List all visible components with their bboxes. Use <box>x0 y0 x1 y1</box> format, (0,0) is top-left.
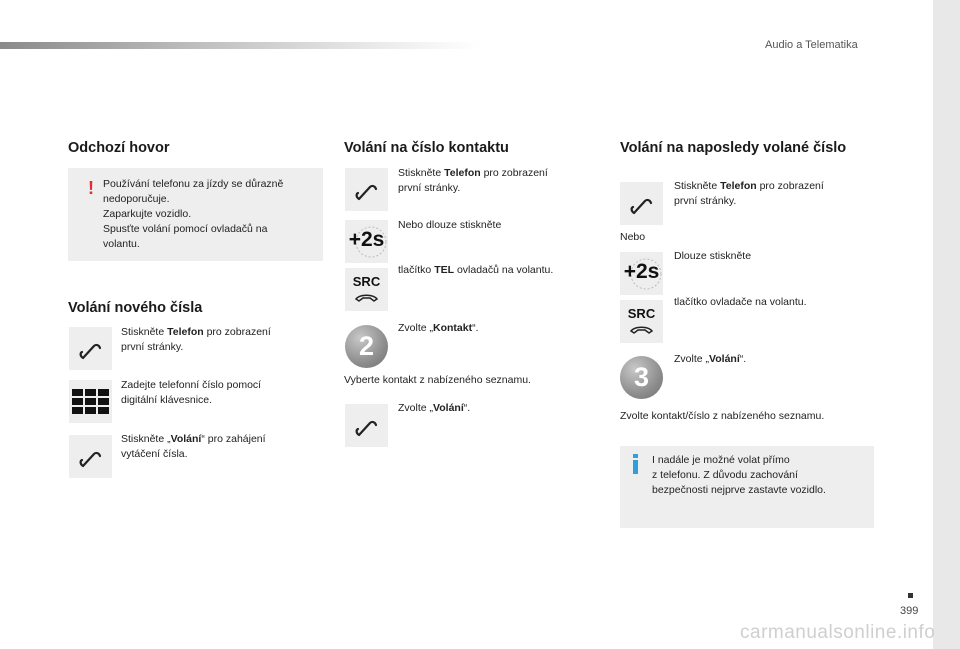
keypad-button[interactable] <box>69 380 112 423</box>
src-label: SRC <box>627 306 656 321</box>
phone-handset-icon <box>345 168 388 211</box>
contact-step5-text: Vyberte kontakt z nabízeného seznamu. <box>344 374 531 386</box>
plus-2s-label: +2s <box>623 260 660 283</box>
phone-handset-icon <box>620 182 663 225</box>
chapter-title: Audio a Telematika <box>765 39 858 51</box>
warning-icon: ! <box>88 178 94 198</box>
phone-handset-icon <box>69 435 112 478</box>
plus-2s-label: +2s <box>348 228 385 251</box>
contact-step4-text: Zvolte „Kontakt“. <box>398 322 479 334</box>
heading-new-number: Volání nového čísla <box>68 300 203 316</box>
step-number-3: 3 <box>620 356 663 399</box>
redial-step2-text: Dlouze stiskněte <box>674 250 752 262</box>
phone-handset-icon <box>345 404 388 447</box>
keypad-icon <box>69 380 112 423</box>
redial-step3-text: tlačítko ovladače na volantu. <box>674 296 807 308</box>
header-gradient-bar <box>0 42 480 49</box>
new-number-step1-text: Stiskněte Telefon pro zobrazení první stránky. <box>121 326 271 353</box>
contact-step3-text: tlačítko TEL ovladačů na volantu. <box>398 264 554 276</box>
step-number-2: 2 <box>345 325 388 368</box>
new-number-step3-text: Stiskněte „Volání“ pro zahájení vytáčení čísla. <box>121 433 266 460</box>
phone-button[interactable] <box>69 327 112 370</box>
heading-redial: Volání na naposledy volané číslo <box>620 140 847 156</box>
page-marker <box>908 593 913 598</box>
src-button[interactable] <box>345 268 388 311</box>
long-press-2s-button[interactable] <box>620 252 663 295</box>
page-number: 399 <box>900 605 919 617</box>
long-press-2s-button[interactable] <box>345 220 388 263</box>
call-button[interactable] <box>345 404 388 447</box>
contact-step2-text: Nebo dlouze stiskněte <box>398 219 502 231</box>
phone-handset-icon <box>345 268 388 311</box>
info-text: I nadále je možné volat přímo z telefonu. Z důvodu zachování bezpečnosti nejprve zastavte vozidlo. <box>652 454 826 496</box>
info-icon <box>632 454 639 474</box>
or-label: Nebo <box>620 231 646 243</box>
new-number-step2-text: Zadejte telefonní číslo pomocí digitální klávesnice. <box>121 379 262 406</box>
src-button[interactable] <box>620 300 663 343</box>
redial-step4-text: Zvolte „Volání“. <box>674 353 747 365</box>
page-side-strip <box>933 0 960 649</box>
redial-step5-text: Zvolte kontakt/číslo z nabízeného seznamu. <box>620 410 825 422</box>
call-button[interactable] <box>69 435 112 478</box>
heading-call-contact: Volání na číslo kontaktu <box>344 140 509 156</box>
contact-step1-text: Stiskněte Telefon pro zobrazení první stránky. <box>398 167 548 194</box>
phone-button[interactable] <box>345 168 388 211</box>
src-label: SRC <box>352 274 381 289</box>
warning-text: Používání telefonu za jízdy se důrazně nedoporučuje. Zaparkujte vozidlo. Spusťte volání pomocí ovladačů na volantu. <box>103 178 284 250</box>
phone-handset-icon <box>620 300 663 343</box>
phone-handset-icon <box>69 327 112 370</box>
heading-outgoing-call: Odchozí hovor <box>68 140 170 156</box>
contact-step6-text: Zvolte „Volání“. <box>398 402 471 414</box>
watermark: carmanualsonline.info <box>740 622 936 643</box>
redial-step1-text: Stiskněte Telefon pro zobrazení první stránky. <box>674 180 824 207</box>
phone-button[interactable] <box>620 182 663 225</box>
